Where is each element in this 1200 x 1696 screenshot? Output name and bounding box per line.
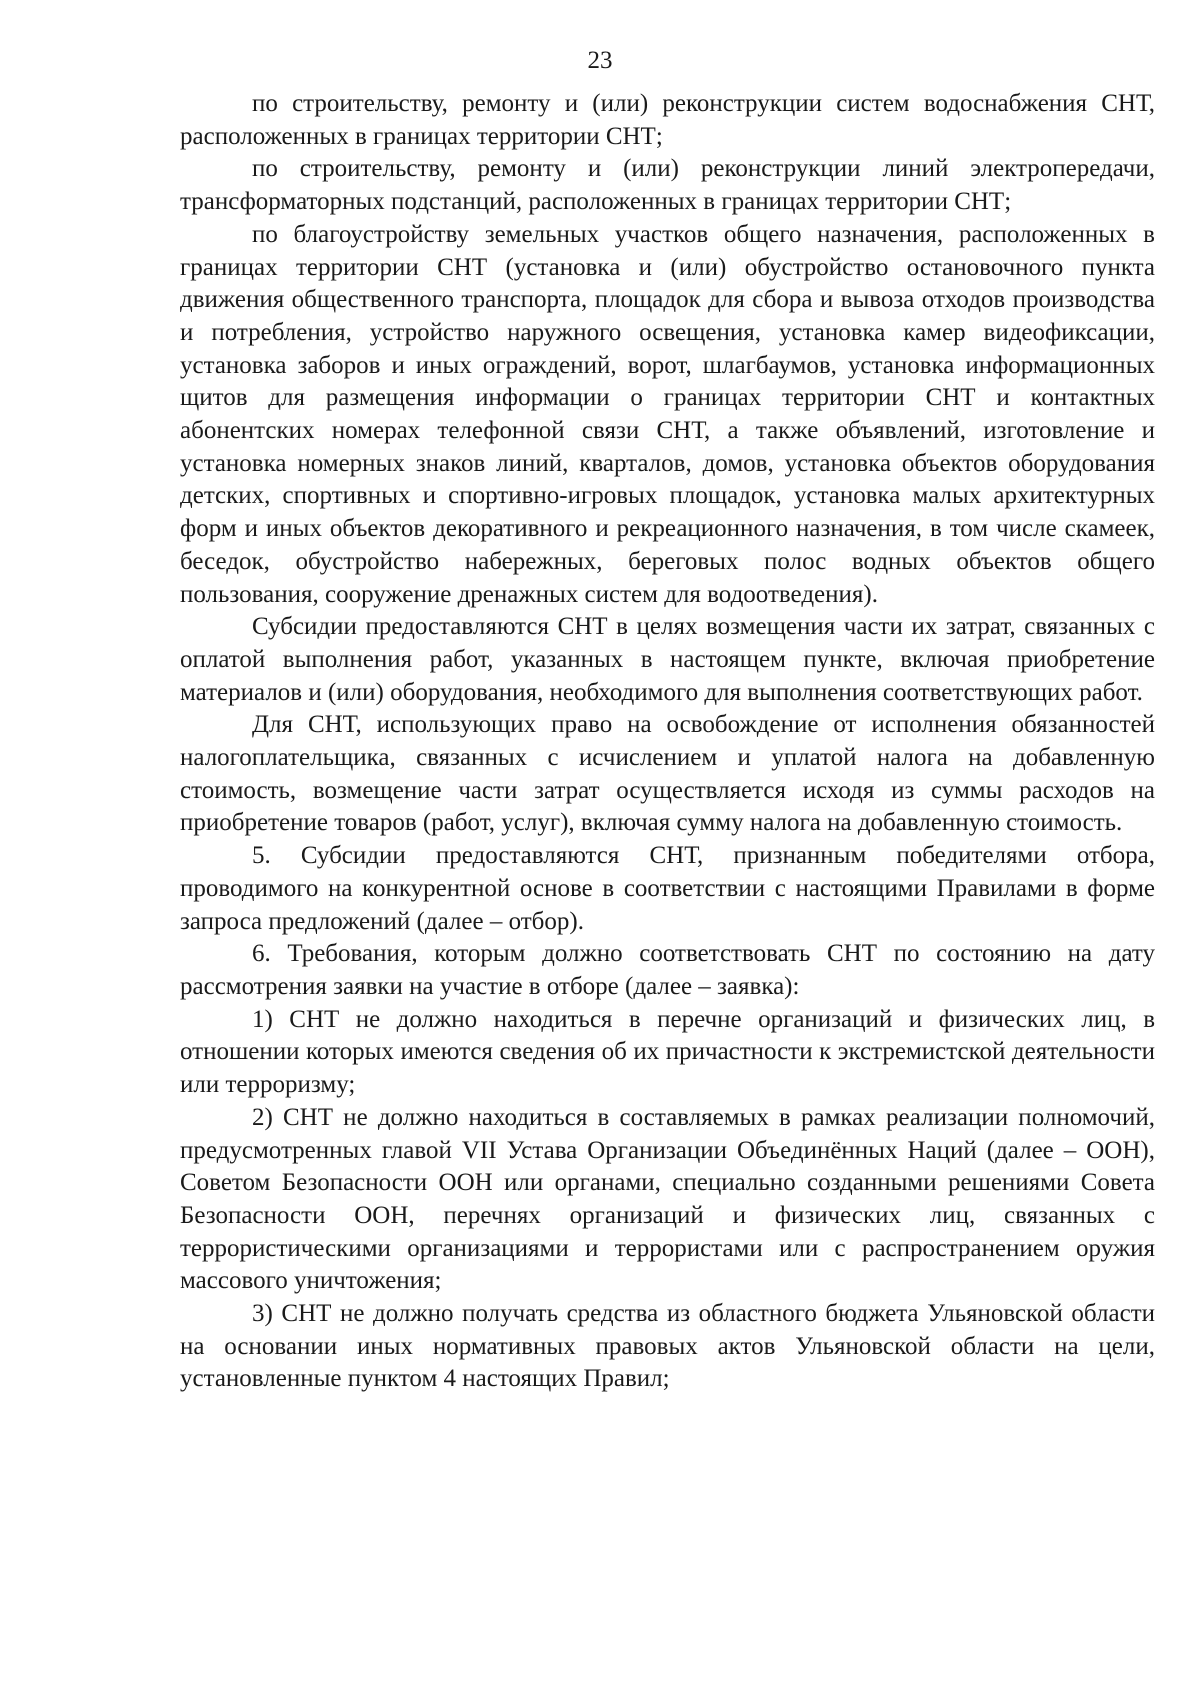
paragraph-clause-5: 5. Субсидии предоставляются СНТ, признанным победителями отбора, проводимого на конкурентной основе в соответствии с настоящими Правилами в форме запроса предложений (далее – отбор).: [180, 842, 1155, 935]
paragraph-subsidy-purpose: Субсидии предоставляются СНТ в целях возмещения части их затрат, связанных с оплатой выполнения работ, указанных в настоящем пункте, включая приобретение материалов и (или) оборудования, необходимого для выполнения соответствующих работ.: [180, 613, 1155, 706]
paragraph-power-lines: по строительству, ремонту и (или) реконструкции линий электропередачи, трансформаторных подстанций, расположенных в границах территории СНТ;: [180, 155, 1155, 216]
page-number: 23: [587, 47, 613, 74]
paragraph-item-1: 1) СНТ не должно находиться в перечне организаций и физических лиц, в отношении которых имеются сведения об их причастности к экстремистской деятельности или терроризму;: [180, 1005, 1155, 1099]
document-body: [180, 88, 1155, 1396]
paragraph-water-supply: по строительству, ремонту и (или) реконструкции систем водоснабжения СНТ, расположенных в границах территории СНТ;: [180, 90, 1155, 150]
paragraph-item-3: 3) СНТ не должно получать средства из областного бюджета Ульяновской области на основании иных нормативных правовых актов Ульяновской области на цели, установленные пунктом 4 настоящих Правил;: [180, 1300, 1155, 1393]
paragraph-vat-exemption: Для СНТ, использующих право на освобождение от исполнения обязанностей налогоплательщика, связанных с исчислением и уплатой налога на добавленную стоимость, возмещение части затрат осуществляется исходя из суммы расходов на приобретение товаров (работ, услуг), включая сумму налога на добавленную стоимость.: [180, 711, 1155, 837]
paragraph-clause-6: 6. Требования, которым должно соответствовать СНТ по состоянию на дату рассмотрения заявки на участие в отборе (далее – заявка):: [180, 940, 1155, 1000]
paragraph-item-2: 2) СНТ не должно находиться в составляемых в рамках реализации полномочий, предусмотренных главой VII Устава Организации Объединённых Наций (далее – ООН), Советом Безопасности ООН или органами, специально созданными решениями Совета Безопасности ООН, перечнях организаций и физических лиц, связанных с террористическими организациями и террористами или с распространением оружия массового уничтожения;: [180, 1103, 1155, 1295]
paragraph-landscaping: по благоустройству земельных участков общего назначения, расположенных в границах территории СНТ (установка и (или) обустройство остановочного пункта движения общественного транспорта, площадок для сбора и вывоза отходов производства и потребления, устройство наружного освещения, установка камер видеофиксации, установка заборов и иных ограждений, ворот, шлагбаумов, установка информационных щитов для размещения информации о границах территории СНТ и контактных абонентских номерах телефонной связи СНТ, а также объявлений, изготовление и установка номерных знаков линий, кварталов, домов, установка объектов оборудования детских, спортивных и спортивно-игровых площадок, установка малых архитектурных форм и иных объектов декоративного и рекреационного назначения, в том числе скамеек, беседок, обустройство набережных, береговых полос водных объектов общего пользования, сооружение дренажных систем для водоотведения).: [180, 220, 1155, 608]
